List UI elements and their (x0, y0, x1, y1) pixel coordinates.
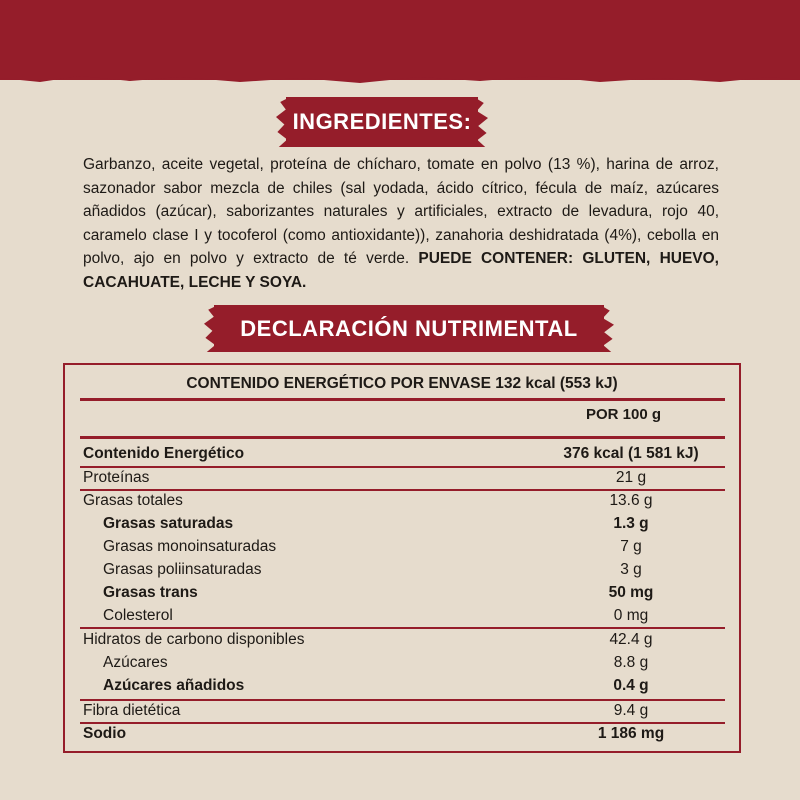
energy-per-package: CONTENIDO ENERGÉTICO POR ENVASE 132 kcal (553 kJ) (186, 375, 618, 392)
row-value: 9.4 g (613, 702, 649, 719)
nutrition-row-energy (83, 443, 723, 465)
nutrition-title: DECLARACIÓN NUTRIMENTAL (240, 315, 578, 341)
row-value: 0.4 g (613, 677, 649, 694)
nutrition-row-carbohydrates (83, 629, 723, 651)
ingredients-list: Garbanzo, aceite vegetal, proteína de chícharo, tomate en polvo (13 %), harina de arroz, sazonador sabor mezcla de chiles (sal yodada, ácido cítrico, fécula de maíz, azúcares añadidos (azúcar), saborizantes naturales y artificiales, extracto de levadura, rojo 40, caramelo clase I y tocoferol (como antioxidante)), zanahoria deshidratada (4%), cebolla en polvo, ajo en polvo y extracto de té verde. (83, 156, 719, 267)
row-label: Grasas totales (83, 492, 183, 509)
row-value: 50 mg (608, 584, 654, 601)
ingredients-text-block (83, 153, 719, 294)
row-label: Hidratos de carbono disponibles (83, 631, 305, 648)
nutrition-row-monounsaturated-fat (83, 536, 723, 558)
row-label: Contenido Energético (83, 445, 245, 462)
nutrition-row-fiber (83, 700, 723, 722)
ingredients-title-banner (286, 97, 478, 147)
row-value: 8.8 g (613, 654, 649, 671)
row-label: Grasas trans (103, 584, 198, 601)
nutrition-row-sugars (83, 652, 723, 674)
row-value: 376 kcal (1 581 kJ) (563, 445, 699, 462)
nutrition-row-cholesterol (83, 605, 723, 627)
row-label: Grasas saturadas (103, 515, 234, 532)
allergen-warning: PUEDE CONTENER: GLUTEN, HUEVO, CACAHUATE, LECHE Y SOYA. (83, 250, 719, 291)
row-label: Sodio (83, 725, 127, 742)
row-label: Azúcares añadidos (103, 677, 245, 694)
row-value: 3 g (620, 561, 642, 578)
row-value: 13.6 g (609, 492, 653, 509)
torn-edge-decoration (0, 70, 800, 90)
top-brand-band (0, 0, 800, 80)
row-label: Proteínas (83, 469, 150, 486)
row-value: 42.4 g (609, 631, 653, 648)
row-label: Colesterol (103, 607, 173, 624)
table-divider (80, 398, 725, 401)
nutrition-row-total-fat (83, 490, 723, 512)
row-label: Azúcares (103, 654, 168, 671)
nutrition-row-proteins (83, 467, 723, 489)
nutrition-title-banner (214, 305, 604, 352)
nutrition-row-added-sugars (83, 675, 723, 697)
row-value: 0 mg (613, 607, 649, 624)
row-value: 7 g (620, 538, 642, 555)
column-header-per-100g: POR 100 g (586, 406, 662, 423)
row-value: 21 g (615, 469, 647, 486)
row-value: 1.3 g (613, 515, 649, 532)
row-label: Fibra dietética (83, 702, 181, 719)
row-label: Grasas poliinsaturadas (103, 561, 262, 578)
nutrition-row-polyunsaturated-fat (83, 559, 723, 581)
nutrition-row-sodium (83, 723, 723, 745)
nutrition-row-saturated-fat (83, 513, 723, 535)
nutrition-row-trans-fat (83, 582, 723, 604)
row-label: Grasas monoinsaturadas (103, 538, 277, 555)
ingredients-title: INGREDIENTES: (292, 109, 472, 134)
row-value: 1 186 mg (597, 725, 665, 742)
table-divider (80, 436, 725, 439)
